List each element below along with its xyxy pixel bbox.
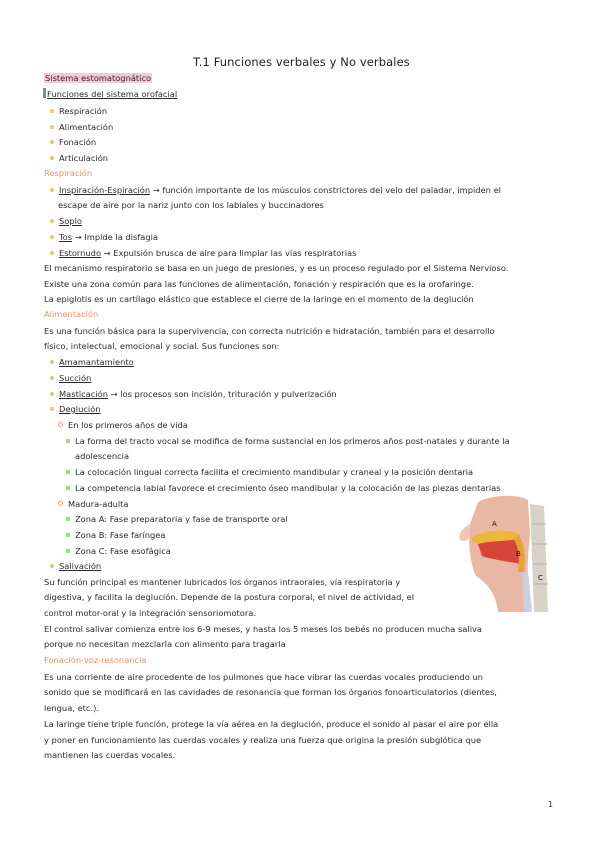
paragraph: Existe una zona común para las funciones de alimentación, fonación y respiración que es la orofaringe. bbox=[44, 279, 474, 289]
figure-label-c: C bbox=[538, 574, 543, 582]
paragraph: porque no necesitan mezclarla con alimento para tragarla bbox=[44, 639, 286, 649]
list-item bbox=[50, 152, 108, 164]
sub-sub-list-item bbox=[66, 545, 171, 557]
term: Amamantamiento bbox=[59, 357, 134, 367]
bullet-icon bbox=[50, 140, 54, 144]
section-heading-respiracion: Respiración bbox=[44, 168, 93, 178]
list-item bbox=[50, 372, 91, 384]
paragraph: El mecanismo respiratorio se basa en un juego de presiones, y es un proceso regulado por el Sistema Nervioso. bbox=[44, 263, 509, 273]
list-item-continuation: escape de aire por la nariz junto con los labiales y buccinadores bbox=[58, 200, 324, 210]
list-item bbox=[50, 136, 96, 148]
bullet-icon bbox=[50, 109, 54, 113]
list-item bbox=[50, 231, 158, 243]
paragraph: La laringe tiene triple función, protege la vía aérea en la deglución, produce el sonido al pasar el aire por ella bbox=[44, 719, 499, 729]
sub-sub-list-label: Zona A: Fase preparatoria y fase de transporte oral bbox=[75, 514, 288, 524]
term: Succión bbox=[59, 373, 92, 383]
bullet-icon bbox=[50, 392, 54, 396]
term: Inspiración-Espiración bbox=[59, 185, 151, 195]
paragraph: El control salivar comienza entre los 6-9 meses, y hasta los 5 meses los bebés no producen mucha saliva bbox=[44, 624, 483, 634]
term-desc: → Impide la disfagia bbox=[72, 232, 158, 242]
term: Tos bbox=[59, 232, 73, 242]
term: Soplo bbox=[59, 216, 82, 226]
sub-sub-list-label: La competencia labial favorece el crecimiento óseo mandibular y la colocación de las piezas dentarias bbox=[75, 483, 501, 493]
heading-funciones bbox=[43, 88, 177, 100]
list-item-label: Articulación bbox=[59, 153, 109, 163]
sub-sub-list-item bbox=[66, 466, 473, 478]
square-bullet-icon bbox=[66, 549, 70, 553]
sub-sub-list-item bbox=[66, 513, 288, 525]
list-item bbox=[50, 403, 101, 415]
paragraph: Es una función básica para la supervivencia, con correcta nutrición e hidratación, también para el desarrollo bbox=[44, 326, 495, 336]
list-item bbox=[50, 105, 107, 117]
bullet-icon bbox=[50, 360, 54, 364]
square-bullet-icon bbox=[66, 470, 70, 474]
bullet-icon bbox=[50, 564, 54, 568]
figure-label-a: A bbox=[492, 520, 497, 528]
sub-list-label: En los primeros años de vida bbox=[68, 420, 188, 430]
section-heading-alimentacion: Alimentación bbox=[44, 309, 99, 319]
bullet-icon bbox=[50, 125, 54, 129]
term-desc: → los procesos son incisión, trituración y pulverización bbox=[107, 389, 337, 399]
sub-sub-list-label: Zona B: Fase faríngea bbox=[75, 530, 166, 540]
paragraph: y poner en funcionamiento las cuerdas vocales y realiza una fuerza que origina la presión subglótica que bbox=[44, 735, 482, 745]
square-bullet-icon bbox=[66, 517, 70, 521]
list-item-label: Alimentación bbox=[59, 122, 114, 132]
term: Estornudo bbox=[59, 248, 102, 258]
page-title: T.1 Funciones verbales y No verbales bbox=[193, 55, 410, 69]
term-desc: → Expulsión brusca de aire para limpiar las vías respiratorias bbox=[101, 248, 357, 258]
bullet-icon bbox=[50, 188, 54, 192]
bullet-icon bbox=[50, 235, 54, 239]
heading-estomatognatico bbox=[44, 72, 152, 84]
sub-list-item bbox=[58, 498, 129, 510]
sub-sub-list-label: La colocación lingual correcta facilita el crecimiento mandibular y craneal y la posición dentaria bbox=[75, 467, 474, 477]
list-item bbox=[50, 356, 134, 368]
heading-funciones-text: Funciones del sistema orofacial bbox=[47, 89, 178, 99]
heading-estomatognatico-text: Sistema estomatognático bbox=[45, 73, 152, 83]
sub-sub-list-item bbox=[66, 529, 165, 541]
bullet-icon bbox=[50, 407, 54, 411]
square-bullet-icon bbox=[66, 533, 70, 537]
bullet-icon bbox=[50, 251, 54, 255]
paragraph: La epiglotis es un cartílago elástico que establece el cierre de la laringe en el momento de la deglución bbox=[44, 294, 474, 304]
paragraph: Es una corriente de aire procedente de los pulmones que hace vibrar las cuerdas vocales produciendo un bbox=[44, 672, 483, 682]
sub-list-item bbox=[58, 419, 188, 431]
list-item-label: Respiración bbox=[59, 106, 108, 116]
sub-sub-list-item bbox=[66, 435, 510, 447]
list-item-label: Fonación bbox=[59, 137, 97, 147]
list-item bbox=[50, 121, 113, 133]
highlight-bar bbox=[43, 88, 46, 98]
paragraph: sonido que se modificará en las cavidades de resonancia que forman los órganos fonoarticulatorios (dientes, bbox=[44, 687, 497, 697]
sub-sub-list-item bbox=[66, 482, 501, 494]
list-item bbox=[50, 247, 356, 259]
section-heading-fonacion: Fonación-voz-resonancia bbox=[44, 655, 147, 665]
paragraph: lengua, etc.). bbox=[44, 703, 99, 713]
figure-label-b: B bbox=[516, 550, 521, 558]
term: Masticación bbox=[59, 389, 108, 399]
paragraph: control motor-oral y la integración sensoriomotora. bbox=[44, 608, 257, 618]
swallowing-anatomy-illustration bbox=[448, 494, 560, 612]
spine-shape bbox=[530, 504, 548, 612]
circle-bullet-icon bbox=[58, 422, 63, 427]
list-item bbox=[50, 184, 501, 196]
term-desc: → función importante de los músculos constrictores del velo del paladar, impiden el bbox=[150, 185, 501, 195]
bullet-icon bbox=[50, 376, 54, 380]
term: Deglución bbox=[59, 404, 101, 414]
paragraph: digestiva, y facilita la deglución. Depende de la postura corporal, el nivel de actividad, el bbox=[44, 592, 415, 602]
nose-shape bbox=[459, 524, 470, 541]
circle-bullet-icon bbox=[58, 501, 63, 506]
paragraph: Su función principal es mantener lubricados los órganos intraorales, vía respiratoria y bbox=[44, 577, 401, 587]
sub-sub-list-continuation: adolescencia bbox=[75, 451, 130, 461]
sub-sub-list-label: Zona C: Fase esofágica bbox=[75, 546, 171, 556]
list-item bbox=[50, 560, 101, 572]
paragraph: físico, intelectual, emocional y social. Sus funciones son: bbox=[44, 341, 280, 351]
square-bullet-icon bbox=[66, 486, 70, 490]
page-number: 1 bbox=[548, 800, 554, 809]
square-bullet-icon bbox=[66, 439, 70, 443]
bullet-icon bbox=[50, 219, 54, 223]
bullet-icon bbox=[50, 156, 54, 160]
paragraph: mantienen las cuerdas vocales. bbox=[44, 750, 176, 760]
sub-list-label: Madura-adulta bbox=[68, 499, 129, 509]
list-item bbox=[50, 215, 82, 227]
list-item bbox=[50, 388, 337, 400]
sub-sub-list-label: La forma del tracto vocal se modifica de forma sustancial en los primeros años post-natales y durante la bbox=[75, 436, 510, 446]
term: Salivación bbox=[59, 561, 102, 571]
